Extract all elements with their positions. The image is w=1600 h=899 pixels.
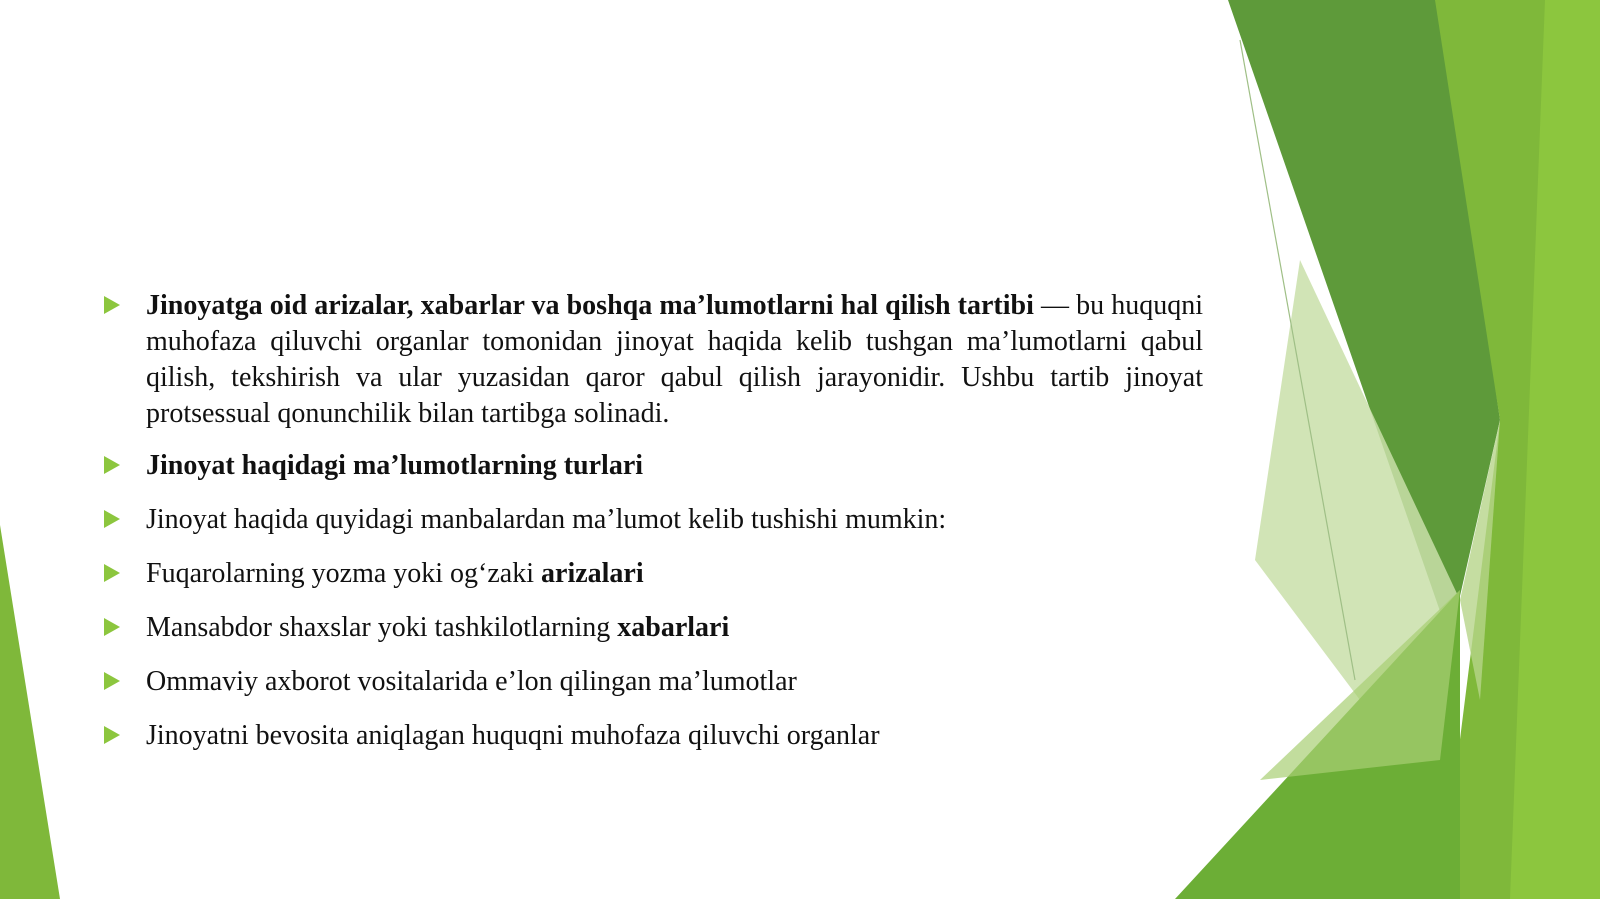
bullet-arrow-icon [104,564,120,582]
bullet-text: Jinoyat haqida quyidagi manbalardan ma’lumot kelib tushishi mumkin: [146,504,947,535]
bullet-arrow-icon [104,618,120,636]
bullet-list [100,288,1203,754]
bullet-item [100,556,1203,592]
bullet-item [100,502,1203,538]
bullet-arrow-icon [104,456,120,474]
bullet-arrow-icon [104,726,120,744]
bullet-item [100,610,1203,646]
bullet-text: Ommaviy axborot vositalarida e’lon qilingan ma’lumotlar [146,666,797,697]
bullet-text: Fuqarolarning yozma yoki og‘zaki [146,558,542,589]
decor-shape-left-wedge [0,525,60,899]
bullet-item [100,448,1203,484]
bullet-item [100,288,1203,432]
bullet-item [100,718,1203,754]
bullet-bold-text: Jinoyatga oid arizalar, xabarlar va boshqa ma’lumotlarni hal qilish tartibi [146,290,1034,321]
bullet-bold-text: Jinoyat haqidagi ma’lumotlarning turlari [146,450,644,481]
slide-body [100,288,1203,772]
bullet-text: Jinoyatni bevosita aniqlagan huquqni muhofaza qiluvchi organlar [146,720,880,751]
bullet-text: — bu huquqni muhofaza qiluvchi organlar tomonidan jinoyat haqida kelib tushgan ma’lumotlarni qabul qilish, tekshirish va ular yuzasidan qaror qabul qilish jarayonidir. Ushbu tartib jinoyat protsessual qonunchilik bilan tartibga solinadi. [146,290,1204,429]
bullet-item [100,664,1203,700]
bullet-arrow-icon [104,510,120,528]
bullet-bold-text: arizalari [541,558,644,589]
bullet-bold-text: xabarlari [617,612,730,643]
bullet-text: Mansabdor shaxslar yoki tashkilotlarning [146,612,618,643]
bullet-arrow-icon [104,672,120,690]
bullet-arrow-icon [104,296,120,314]
